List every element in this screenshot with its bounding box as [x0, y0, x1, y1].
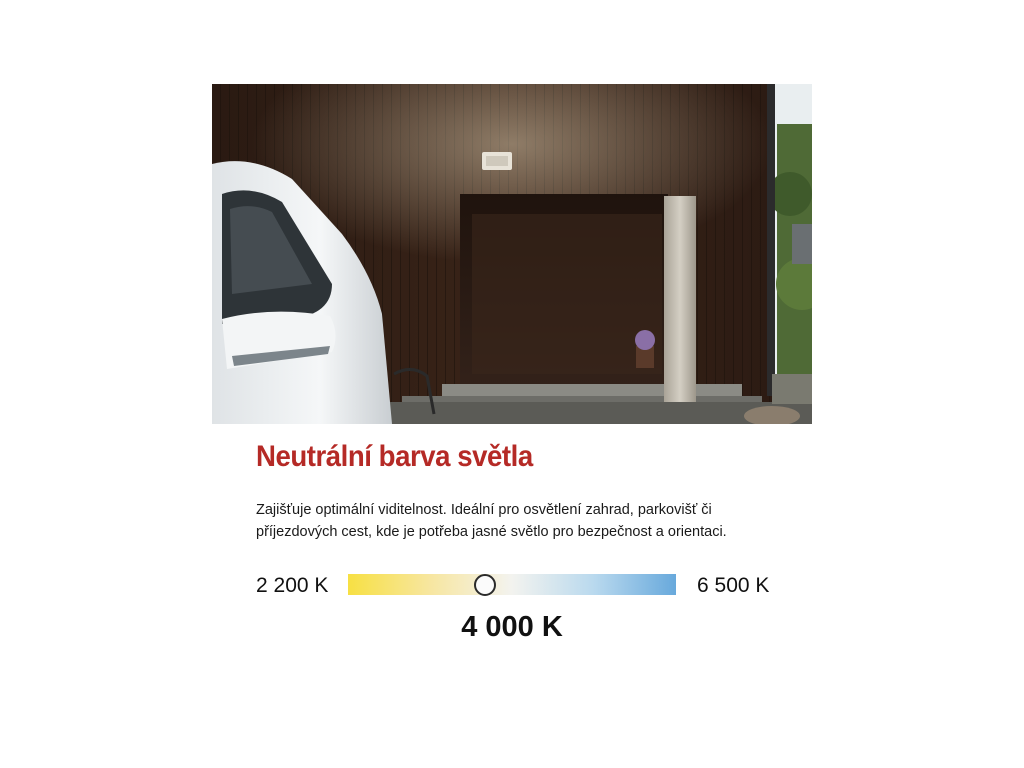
description-line-1: Zajišťuje optimální viditelnost. Ideální pro osvětlení zahrad, parkovišť či [256, 502, 712, 518]
product-photo [212, 84, 812, 424]
house-facade-photo [212, 84, 812, 424]
headline: Neutrální barva světla [256, 440, 533, 473]
description-line-2: příjezdových cest, kde je potřeba jasné světlo pro bezpečnost a orientaci. [256, 524, 727, 540]
current-temperature-value: 4 000 K [461, 611, 563, 643]
color-temperature-bar [348, 574, 676, 595]
description [256, 499, 816, 543]
scale-min-label: 2 200 K [256, 574, 329, 597]
scale-max-label: 6 500 K [697, 574, 770, 597]
